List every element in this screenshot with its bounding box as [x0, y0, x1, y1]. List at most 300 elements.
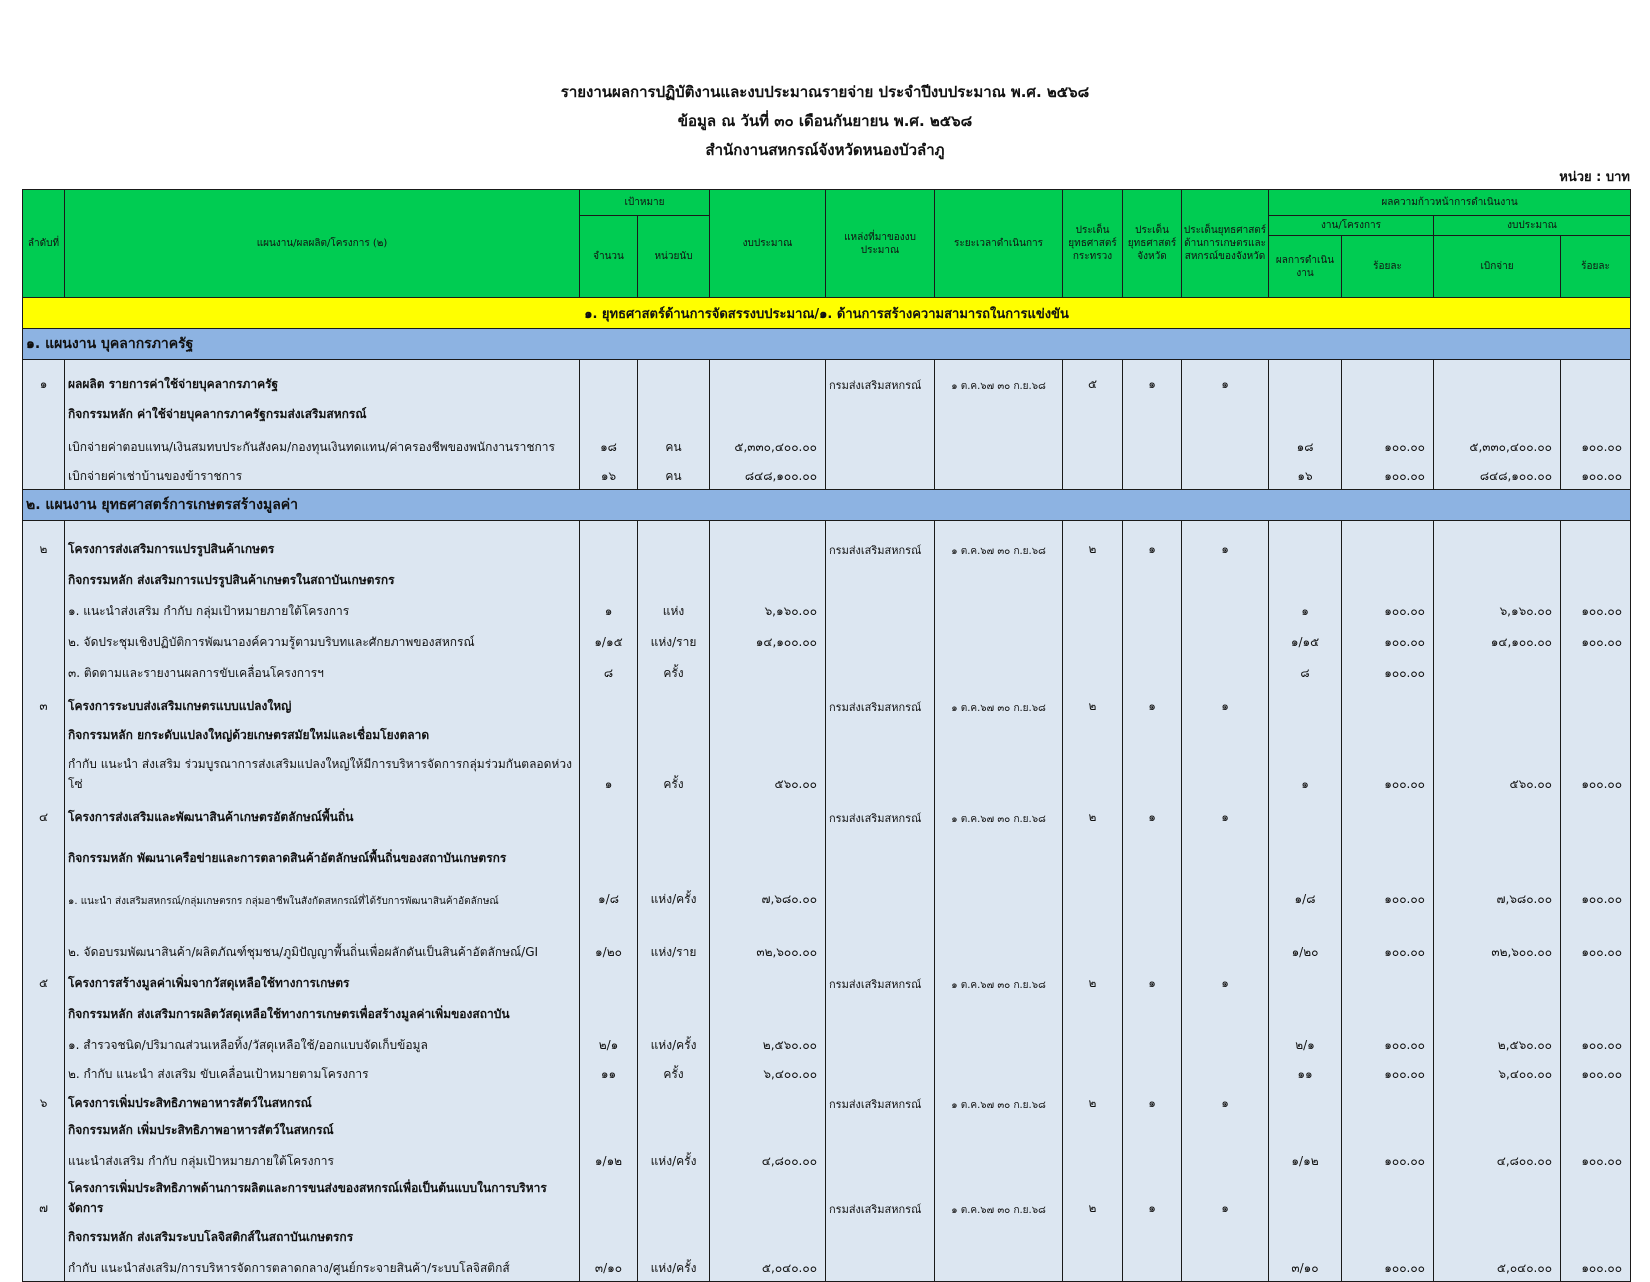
- cell-qty: ๑: [580, 748, 638, 797]
- col-plan: แผนงาน/ผลผลิต/โครงการ (๒): [65, 190, 580, 298]
- cell-ic: [1182, 397, 1269, 427]
- cell-ic: [1182, 562, 1269, 593]
- cell-ip: [1123, 460, 1182, 490]
- cell-seq: [23, 562, 65, 593]
- cell-p1: [1342, 686, 1434, 719]
- cell-text: กำกับ แนะนำส่งเสริม/การบริหารจัดการตลาดกลาง/ศูนย์กระจายสินค้า/ระบบโลจิสติกส์: [65, 1250, 580, 1282]
- col-pct: ร้อยละ: [1342, 236, 1434, 298]
- cell-unit: คน: [638, 460, 710, 490]
- cell-p2: ๑๐๐.๐๐: [1561, 460, 1631, 490]
- col-source: แหล่งที่มาของงบประมาณ: [826, 190, 935, 298]
- cell-source: [826, 655, 935, 686]
- cell-ip: [1123, 912, 1182, 965]
- col-money: งบประมาณ: [1434, 216, 1631, 236]
- cell-period: ๑ ต.ค.๖๗ ๓๐ ก.ย.๖๘: [935, 360, 1063, 398]
- cell-ic: ๑: [1182, 965, 1269, 996]
- cell-dis: ๕,๐๔๐.๐๐: [1434, 1250, 1561, 1282]
- cell-budget: [710, 655, 826, 686]
- cell-budget: ๒,๕๖๐.๐๐: [710, 1027, 826, 1058]
- cell-p2: ๑๐๐.๐๐: [1561, 912, 1631, 965]
- cell-source: [826, 593, 935, 624]
- cell-unit: แห่ง/ราย: [638, 624, 710, 655]
- cell-dis: [1434, 1174, 1561, 1221]
- cell-ip: ๑: [1123, 360, 1182, 398]
- cell-ic: [1182, 912, 1269, 965]
- cell-ip: ๑: [1123, 965, 1182, 996]
- table-body: [23, 298, 1631, 1282]
- cell-budget: ๑๔,๑๐๐.๐๐: [710, 624, 826, 655]
- cell-period: [935, 1221, 1063, 1250]
- cell-im: ๒: [1063, 965, 1123, 996]
- cell-dis: ๑๔,๑๐๐.๐๐: [1434, 624, 1561, 655]
- cell-im: ๒: [1063, 521, 1123, 563]
- cell-res: [1269, 1087, 1342, 1116]
- cell-p2: [1561, 996, 1631, 1027]
- cell-source: [826, 624, 935, 655]
- cell-unit: ครั้ง: [638, 1058, 710, 1087]
- cell-unit: [638, 1174, 710, 1221]
- cell-dis: [1434, 996, 1561, 1027]
- cell-ip: [1123, 1116, 1182, 1143]
- col-unit: หน่วยนับ: [638, 216, 710, 298]
- cell-ic: [1182, 1250, 1269, 1282]
- cell-ic: [1182, 748, 1269, 797]
- cell-seq: [23, 748, 65, 797]
- cell-period: [935, 719, 1063, 748]
- cell-im: [1063, 562, 1123, 593]
- cell-p1: [1342, 719, 1434, 748]
- cell-unit: คน: [638, 427, 710, 460]
- cell-period: [935, 1058, 1063, 1087]
- cell-unit: ครั้ง: [638, 748, 710, 797]
- table-row: [23, 562, 1631, 593]
- cell-budget: [710, 996, 826, 1027]
- cell-qty: [580, 797, 638, 830]
- cell-p2: [1561, 1087, 1631, 1116]
- cell-seq: [23, 719, 65, 748]
- cell-dis: [1434, 686, 1561, 719]
- cell-p2: ๑๐๐.๐๐: [1561, 1143, 1631, 1174]
- cell-im: [1063, 655, 1123, 686]
- cell-ic: [1182, 655, 1269, 686]
- cell-qty: [580, 562, 638, 593]
- cell-seq: [23, 1250, 65, 1282]
- cell-res: [1269, 996, 1342, 1027]
- cell-qty: [580, 719, 638, 748]
- cell-res: [1269, 1116, 1342, 1143]
- cell-dis: [1434, 360, 1561, 398]
- cell-ic: [1182, 996, 1269, 1027]
- cell-ip: [1123, 871, 1182, 912]
- cell-unit: [638, 1221, 710, 1250]
- cell-ip: [1123, 748, 1182, 797]
- cell-dis: [1434, 521, 1561, 563]
- cell-res: ๑๘: [1269, 427, 1342, 460]
- table-row: [23, 1116, 1631, 1143]
- cell-text: ผลผลิต รายการค่าใช้จ่ายบุคลากรภาครัฐ: [65, 360, 580, 398]
- cell-budget: ๘๔๘,๑๐๐.๐๐: [710, 460, 826, 490]
- cell-qty: [580, 1116, 638, 1143]
- cell-im: ๒: [1063, 686, 1123, 719]
- cell-seq: ๒: [23, 521, 65, 563]
- cell-budget: [710, 562, 826, 593]
- cell-p2: ๑๐๐.๐๐: [1561, 748, 1631, 797]
- cell-p1: [1342, 996, 1434, 1027]
- cell-qty: ๘: [580, 655, 638, 686]
- cell-text: โครงการเพิ่มประสิทธิภาพด้านการผลิตและการขนส่งของสหกรณ์เพื่อเป็นต้นแบบในการบริหารจัดการ: [65, 1174, 580, 1221]
- cell-text: เบิกจ่ายค่าตอบแทน/เงินสมทบประกันสังคม/กองทุนเงินทดแทน/ค่าครองชีพของพนักงานราชการ: [65, 427, 580, 460]
- col-qty: จำนวน: [580, 216, 638, 298]
- cell-p1: ๑๐๐.๐๐: [1342, 460, 1434, 490]
- plan-row: [23, 329, 1631, 360]
- table-row: [23, 521, 1631, 563]
- col-target: เป้าหมาย: [580, 190, 710, 216]
- cell-budget: [710, 521, 826, 563]
- cell-dis: [1434, 562, 1561, 593]
- strategy-label: ๑. ยุทธศาสตร์ด้านการจัดสรรงบประมาณ/๑. ด้านการสร้างความสามารถในการแข่งขัน: [23, 298, 1631, 329]
- cell-ip: ๑: [1123, 797, 1182, 830]
- cell-unit: ครั้ง: [638, 655, 710, 686]
- cell-source: กรมส่งเสริมสหกรณ์: [826, 686, 935, 719]
- cell-p2: [1561, 360, 1631, 398]
- cell-qty: [580, 1087, 638, 1116]
- table-row: [23, 593, 1631, 624]
- cell-im: [1063, 1058, 1123, 1087]
- cell-period: [935, 871, 1063, 912]
- cell-budget: [710, 719, 826, 748]
- cell-qty: [580, 965, 638, 996]
- cell-dis: ๖,๑๖๐.๐๐: [1434, 593, 1561, 624]
- table-row: [23, 655, 1631, 686]
- cell-im: [1063, 1143, 1123, 1174]
- cell-period: ๑ ต.ค.๖๗ ๓๐ ก.ย.๖๘: [935, 521, 1063, 563]
- cell-im: ๕: [1063, 360, 1123, 398]
- cell-ip: [1123, 1058, 1182, 1087]
- cell-budget: [710, 965, 826, 996]
- cell-seq: [23, 593, 65, 624]
- cell-p2: [1561, 719, 1631, 748]
- cell-p1: ๑๐๐.๐๐: [1342, 593, 1434, 624]
- cell-qty: [580, 397, 638, 427]
- cell-text: กิจกรรมหลัก ค่าใช้จ่ายบุคลากรภาครัฐกรมส่งเสริมสหกรณ์: [65, 397, 580, 427]
- cell-ic: [1182, 1143, 1269, 1174]
- cell-qty: [580, 1174, 638, 1221]
- cell-dis: ๕,๓๓๐,๔๐๐.๐๐: [1434, 427, 1561, 460]
- cell-p1: ๑๐๐.๐๐: [1342, 1058, 1434, 1087]
- cell-ic: ๑: [1182, 521, 1269, 563]
- cell-res: ๑: [1269, 748, 1342, 797]
- cell-res: ๑/๑๕: [1269, 624, 1342, 655]
- cell-source: [826, 1027, 935, 1058]
- table-row: [23, 912, 1631, 965]
- cell-res: ๑/๒๐: [1269, 912, 1342, 965]
- cell-unit: [638, 360, 710, 398]
- cell-budget: [710, 797, 826, 830]
- cell-text: ๑. แนะนำ ส่งเสริมสหกรณ์/กลุ่มเกษตรกร กลุ่มอาชีพในสังกัดสหกรณ์ที่ได้รับการพัฒนาสินค้าอัตลักษณ์: [65, 871, 580, 912]
- cell-p1: ๑๐๐.๐๐: [1342, 427, 1434, 460]
- cell-p2: [1561, 797, 1631, 830]
- col-issue-ministry: ประเด็นยุทธศาสตร์กระทรวง: [1063, 190, 1123, 298]
- cell-p2: [1561, 655, 1631, 686]
- cell-text: กิจกรรมหลัก ยกระดับแปลงใหญ่ด้วยเกษตรสมัยใหม่และเชื่อมโยงตลาด: [65, 719, 580, 748]
- cell-res: [1269, 1174, 1342, 1221]
- cell-text: โครงการระบบส่งเสริมเกษตรแบบแปลงใหญ่: [65, 686, 580, 719]
- cell-seq: [23, 427, 65, 460]
- plan-label: ๒. แผนงาน ยุทธศาสตร์การเกษตรสร้างมูลค่า: [23, 490, 1631, 521]
- cell-text: กิจกรรมหลัก ส่งเสริมการผลิตวัสดุเหลือใช้ทางการเกษตรเพื่อสร้างมูลค่าเพิ่มของสถาบัน: [65, 996, 580, 1027]
- cell-text: โครงการเพิ่มประสิทธิภาพอาหารสัตว์ในสหกรณ์: [65, 1087, 580, 1116]
- cell-period: [935, 624, 1063, 655]
- cell-qty: ๑๑: [580, 1058, 638, 1087]
- cell-text: ๑. แนะนำส่งเสริม กำกับ กลุ่มเป้าหมายภายใต้โครงการ: [65, 593, 580, 624]
- cell-unit: แห่ง/ราย: [638, 912, 710, 965]
- cell-dis: [1434, 655, 1561, 686]
- cell-ip: ๑: [1123, 521, 1182, 563]
- cell-ic: [1182, 871, 1269, 912]
- cell-p1: [1342, 521, 1434, 563]
- table-row: [23, 360, 1631, 398]
- cell-p1: [1342, 797, 1434, 830]
- cell-im: [1063, 624, 1123, 655]
- cell-p1: [1342, 1174, 1434, 1221]
- cell-res: ๓/๑๐: [1269, 1250, 1342, 1282]
- cell-qty: ๑/๒๐: [580, 912, 638, 965]
- cell-period: ๑ ต.ค.๖๗ ๓๐ ก.ย.๖๘: [935, 797, 1063, 830]
- cell-res: [1269, 397, 1342, 427]
- table-row: [23, 871, 1631, 912]
- table-row: [23, 1058, 1631, 1087]
- cell-dis: ๔,๘๐๐.๐๐: [1434, 1143, 1561, 1174]
- cell-qty: ๑๘: [580, 427, 638, 460]
- cell-budget: ๗,๖๘๐.๐๐: [710, 871, 826, 912]
- cell-ic: [1182, 427, 1269, 460]
- cell-ip: ๑: [1123, 686, 1182, 719]
- cell-im: [1063, 1221, 1123, 1250]
- cell-period: [935, 1250, 1063, 1282]
- cell-ip: [1123, 996, 1182, 1027]
- cell-dis: [1434, 797, 1561, 830]
- col-seq: ลำดับที่: [23, 190, 65, 298]
- cell-text: ๑. สำรวจชนิด/ปริมาณส่วนเหลือทิ้ง/วัสดุเหลือใช้/ออกแบบจัดเก็บข้อมูล: [65, 1027, 580, 1058]
- cell-p2: ๑๐๐.๐๐: [1561, 1058, 1631, 1087]
- cell-budget: [710, 830, 826, 871]
- cell-dis: ๒,๕๖๐.๐๐: [1434, 1027, 1561, 1058]
- cell-p1: [1342, 397, 1434, 427]
- cell-seq: [23, 460, 65, 490]
- cell-res: [1269, 719, 1342, 748]
- cell-text: แนะนำส่งเสริม กำกับ กลุ่มเป้าหมายภายใต้โครงการ: [65, 1143, 580, 1174]
- cell-ip: [1123, 1221, 1182, 1250]
- cell-text: โครงการส่งเสริมและพัฒนาสินค้าเกษตรอัตลักษณ์พื้นถิ่น: [65, 797, 580, 830]
- cell-ic: [1182, 719, 1269, 748]
- plan-label: ๑. แผนงาน บุคลากรภาครัฐ: [23, 329, 1631, 360]
- table-row: [23, 397, 1631, 427]
- cell-ic: [1182, 1221, 1269, 1250]
- cell-unit: แห่ง/ครั้ง: [638, 1250, 710, 1282]
- cell-period: [935, 562, 1063, 593]
- cell-im: [1063, 830, 1123, 871]
- cell-dis: ๓๒,๖๐๐.๐๐: [1434, 912, 1561, 965]
- cell-qty: [580, 686, 638, 719]
- report-office: สำนักงานสหกรณ์จังหวัดหนองบัวลำภู: [705, 141, 945, 159]
- cell-res: [1269, 1221, 1342, 1250]
- cell-unit: [638, 1087, 710, 1116]
- cell-source: [826, 1250, 935, 1282]
- cell-source: [826, 1058, 935, 1087]
- cell-text: กิจกรรมหลัก ส่งเสริมระบบโลจิสติกส์ในสถาบันเกษตรกร: [65, 1221, 580, 1250]
- cell-p1: [1342, 1116, 1434, 1143]
- col-result: ผลการดำเนินงาน: [1269, 236, 1342, 298]
- cell-res: ๒/๑: [1269, 1027, 1342, 1058]
- table-row: [23, 996, 1631, 1027]
- cell-seq: [23, 871, 65, 912]
- cell-source: [826, 871, 935, 912]
- cell-period: ๑ ต.ค.๖๗ ๓๐ ก.ย.๖๘: [935, 965, 1063, 996]
- cell-period: ๑ ต.ค.๖๗ ๓๐ ก.ย.๖๘: [935, 686, 1063, 719]
- cell-period: ๑ ต.ค.๖๗ ๓๐ ก.ย.๖๘: [935, 1174, 1063, 1221]
- cell-ip: [1123, 830, 1182, 871]
- col-pct2: ร้อยละ: [1561, 236, 1631, 298]
- cell-p1: ๑๐๐.๐๐: [1342, 1250, 1434, 1282]
- cell-p1: ๑๐๐.๐๐: [1342, 748, 1434, 797]
- report-titles: [0, 78, 1650, 165]
- cell-seq: [23, 1143, 65, 1174]
- cell-unit: แห่ง/ครั้ง: [638, 1027, 710, 1058]
- cell-seq: [23, 655, 65, 686]
- cell-unit: แห่ง/ครั้ง: [638, 871, 710, 912]
- cell-im: [1063, 593, 1123, 624]
- plan-row: [23, 490, 1631, 521]
- cell-budget: [710, 1116, 826, 1143]
- cell-period: [935, 1116, 1063, 1143]
- cell-source: กรมส่งเสริมสหกรณ์: [826, 1174, 935, 1221]
- cell-p1: [1342, 1087, 1434, 1116]
- table-row: [23, 1087, 1631, 1116]
- cell-dis: [1434, 1116, 1561, 1143]
- cell-res: ๘: [1269, 655, 1342, 686]
- cell-qty: ๑/๑๕: [580, 624, 638, 655]
- table-row: [23, 460, 1631, 490]
- cell-res: ๑๑: [1269, 1058, 1342, 1087]
- cell-qty: ๓/๑๐: [580, 1250, 638, 1282]
- cell-seq: [23, 624, 65, 655]
- cell-seq: [23, 1058, 65, 1087]
- cell-seq: ๔: [23, 797, 65, 830]
- cell-source: [826, 397, 935, 427]
- cell-qty: ๑: [580, 593, 638, 624]
- cell-text: กิจกรรมหลัก ส่งเสริมการแปรรูปสินค้าเกษตรในสถาบันเกษตรกร: [65, 562, 580, 593]
- cell-p1: [1342, 360, 1434, 398]
- cell-ic: [1182, 830, 1269, 871]
- cell-ip: [1123, 1143, 1182, 1174]
- cell-source: [826, 427, 935, 460]
- table-row: [23, 830, 1631, 871]
- cell-source: กรมส่งเสริมสหกรณ์: [826, 797, 935, 830]
- cell-dis: [1434, 830, 1561, 871]
- cell-res: ๑๖: [1269, 460, 1342, 490]
- cell-res: [1269, 686, 1342, 719]
- cell-qty: [580, 1221, 638, 1250]
- cell-ic: ๑: [1182, 686, 1269, 719]
- strategy-row: [23, 298, 1631, 329]
- cell-dis: ๗,๖๘๐.๐๐: [1434, 871, 1561, 912]
- cell-p1: ๑๐๐.๐๐: [1342, 624, 1434, 655]
- cell-p2: [1561, 686, 1631, 719]
- cell-ic: ๑: [1182, 1174, 1269, 1221]
- cell-qty: [580, 521, 638, 563]
- cell-p2: [1561, 965, 1631, 996]
- cell-p1: [1342, 562, 1434, 593]
- cell-qty: [580, 996, 638, 1027]
- cell-unit: [638, 797, 710, 830]
- table-row: [23, 1027, 1631, 1058]
- col-budget: งบประมาณ: [710, 190, 826, 298]
- cell-p2: ๑๐๐.๐๐: [1561, 624, 1631, 655]
- cell-ip: ๑: [1123, 1087, 1182, 1116]
- cell-ip: [1123, 397, 1182, 427]
- cell-source: [826, 830, 935, 871]
- cell-res: [1269, 797, 1342, 830]
- cell-ic: [1182, 1027, 1269, 1058]
- cell-res: [1269, 360, 1342, 398]
- cell-period: [935, 996, 1063, 1027]
- cell-ic: [1182, 460, 1269, 490]
- cell-p2: [1561, 562, 1631, 593]
- cell-p2: ๑๐๐.๐๐: [1561, 871, 1631, 912]
- table-row: [23, 1221, 1631, 1250]
- cell-qty: ๒/๑: [580, 1027, 638, 1058]
- cell-period: [935, 427, 1063, 460]
- cell-res: ๑: [1269, 593, 1342, 624]
- cell-text: ๓. ติดตามและรายงานผลการขับเคลื่อนโครงการฯ: [65, 655, 580, 686]
- cell-seq: ๕: [23, 965, 65, 996]
- cell-seq: ๓: [23, 686, 65, 719]
- cell-seq: [23, 1116, 65, 1143]
- cell-period: [935, 655, 1063, 686]
- cell-seq: [23, 996, 65, 1027]
- cell-p1: [1342, 1221, 1434, 1250]
- cell-seq: [23, 912, 65, 965]
- cell-im: [1063, 748, 1123, 797]
- cell-budget: [710, 360, 826, 398]
- cell-text: กิจกรรมหลัก เพิ่มประสิทธิภาพอาหารสัตว์ในสหกรณ์: [65, 1116, 580, 1143]
- cell-ic: ๑: [1182, 360, 1269, 398]
- cell-seq: ๗: [23, 1174, 65, 1221]
- cell-budget: ๕,๐๔๐.๐๐: [710, 1250, 826, 1282]
- cell-im: [1063, 1027, 1123, 1058]
- cell-res: [1269, 965, 1342, 996]
- cell-unit: [638, 397, 710, 427]
- col-disbursed: เบิกจ่าย: [1434, 236, 1561, 298]
- col-work: งาน/โครงการ: [1269, 216, 1434, 236]
- cell-period: [935, 748, 1063, 797]
- cell-p2: ๑๐๐.๐๐: [1561, 1250, 1631, 1282]
- cell-source: [826, 1116, 935, 1143]
- cell-unit: [638, 830, 710, 871]
- cell-qty: [580, 830, 638, 871]
- cell-source: [826, 748, 935, 797]
- cell-seq: [23, 1027, 65, 1058]
- cell-im: [1063, 460, 1123, 490]
- cell-period: [935, 1143, 1063, 1174]
- cell-ip: [1123, 427, 1182, 460]
- table-row: [23, 624, 1631, 655]
- cell-im: [1063, 719, 1123, 748]
- cell-unit: [638, 719, 710, 748]
- table-row: [23, 719, 1631, 748]
- cell-qty: ๑/๘: [580, 871, 638, 912]
- cell-budget: [710, 1174, 826, 1221]
